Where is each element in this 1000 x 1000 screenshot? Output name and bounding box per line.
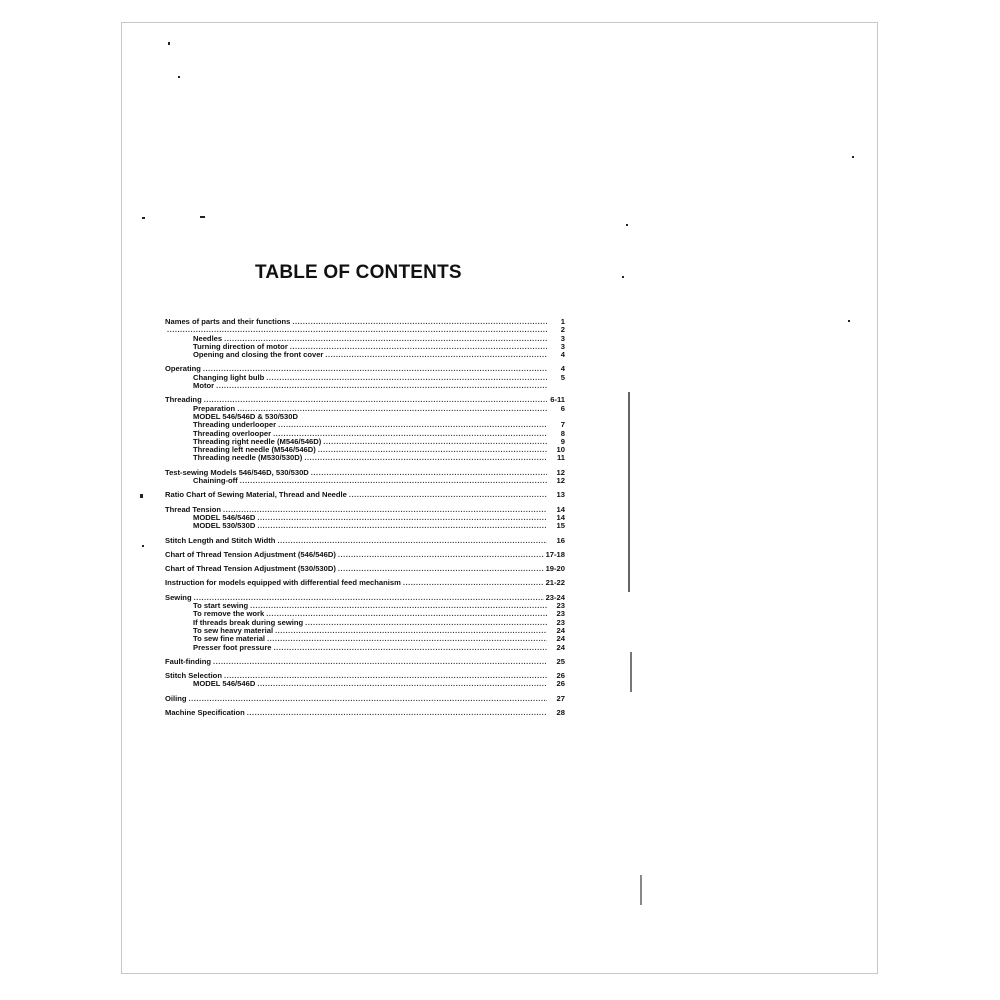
toc-entry-page: 24 bbox=[556, 634, 565, 644]
toc-entry-title: To start sewing bbox=[193, 601, 249, 611]
toc-entry-page: 26 bbox=[556, 671, 565, 681]
toc-entry bbox=[165, 522, 565, 530]
toc-leader-dots bbox=[257, 514, 547, 522]
scan-speck bbox=[626, 224, 628, 226]
toc-entry-title: Chart of Thread Tension Adjustment (546/546D) bbox=[165, 549, 336, 559]
toc-leader-dots bbox=[325, 351, 547, 359]
toc-leader-dots bbox=[277, 537, 547, 545]
toc-entry-page: 11 bbox=[556, 453, 565, 463]
toc-entry-title: Stitch Selection bbox=[165, 671, 222, 681]
toc-leader-dots bbox=[224, 672, 547, 680]
toc-entry-page: 7 bbox=[560, 420, 565, 430]
toc-entry-page: 6-11 bbox=[550, 395, 565, 405]
toc-entry-page: 23-24 bbox=[545, 592, 565, 602]
toc-entry-page: 15 bbox=[556, 521, 565, 531]
toc-entry-title: Opening and closing the front cover bbox=[193, 350, 324, 360]
toc-entry-page: 4 bbox=[560, 350, 565, 360]
toc-entry-title: If threads break during sewing bbox=[193, 617, 304, 627]
toc-entry bbox=[165, 491, 565, 499]
toc-entry-page: 12 bbox=[556, 467, 565, 477]
toc-leader-dots bbox=[274, 644, 547, 652]
toc-leader-dots bbox=[247, 709, 547, 717]
toc-entry-title: Threading right needle (M546/546D) bbox=[193, 436, 322, 446]
toc-entry-title: MODEL 546/546D bbox=[193, 512, 256, 522]
toc-entry-page: 1 bbox=[560, 317, 565, 326]
toc-entry-page: 23 bbox=[556, 617, 565, 627]
scan-speck bbox=[168, 42, 170, 45]
page-title: TABLE OF CONTENTS bbox=[255, 262, 462, 283]
toc-entry bbox=[165, 326, 565, 334]
toc-entry-title: To sew heavy material bbox=[193, 625, 274, 635]
toc-leader-dots bbox=[305, 619, 547, 627]
toc-entry bbox=[165, 382, 565, 390]
toc-leader-dots bbox=[223, 506, 547, 514]
toc-leader-dots bbox=[290, 343, 547, 351]
toc-entry-page: 19-20 bbox=[545, 564, 565, 574]
toc-leader-dots bbox=[257, 680, 547, 688]
table-of-contents bbox=[165, 318, 565, 717]
toc-entry-page: 24 bbox=[556, 625, 565, 635]
toc-entry-title: Threading needle (M530/530D) bbox=[193, 453, 303, 463]
toc-entry bbox=[165, 579, 565, 587]
toc-entry bbox=[165, 658, 565, 666]
toc-entry-title: Sewing bbox=[165, 592, 192, 602]
toc-entry bbox=[165, 565, 565, 573]
toc-leader-dots bbox=[338, 551, 544, 559]
toc-entry-page: 26 bbox=[556, 679, 565, 689]
toc-leader-dots bbox=[250, 602, 547, 610]
toc-entry-page: 28 bbox=[556, 707, 565, 717]
toc-entry-page: 3 bbox=[560, 333, 565, 343]
scan-speck bbox=[628, 392, 630, 592]
toc-entry-title: Presser foot pressure bbox=[193, 642, 272, 652]
toc-entry-title: Test-sewing Models 546/546D, 530/530D bbox=[165, 467, 309, 477]
toc-leader-dots bbox=[204, 396, 547, 404]
scan-speck bbox=[178, 76, 180, 78]
toc-entry bbox=[165, 537, 565, 545]
toc-leader-dots bbox=[240, 477, 547, 485]
toc-entry-title: Threading underlooper bbox=[193, 420, 277, 430]
toc-entry bbox=[165, 374, 565, 382]
toc-entry-page: 10 bbox=[556, 445, 565, 455]
toc-entry-title: Instruction for models equipped with differential feed mechanism bbox=[165, 578, 401, 588]
toc-entry-title: Fault-finding bbox=[165, 656, 211, 666]
toc-entry-title: Threading overlooper bbox=[193, 428, 272, 438]
toc-entry-title: Chart of Thread Tension Adjustment (530/530D) bbox=[165, 564, 336, 574]
toc-entry-title: Operating bbox=[165, 364, 201, 374]
toc-entry-title: Chaining-off bbox=[193, 476, 238, 486]
toc-leader-dots bbox=[167, 326, 547, 334]
toc-entry-title: MODEL 530/530D bbox=[193, 521, 256, 531]
toc-entry-page: 14 bbox=[556, 512, 565, 522]
scan-speck bbox=[630, 652, 632, 692]
toc-entry-page: 21-22 bbox=[545, 578, 565, 588]
toc-leader-dots bbox=[311, 469, 547, 477]
toc-entry-title: Machine Specification bbox=[165, 707, 245, 717]
toc-entry-page: 25 bbox=[556, 656, 565, 666]
toc-entry-title: Motor bbox=[193, 381, 215, 391]
toc-entry-page: 5 bbox=[560, 372, 565, 382]
toc-leader-dots bbox=[213, 658, 547, 666]
toc-entry-page: 23 bbox=[556, 609, 565, 619]
toc-entry-page: 16 bbox=[556, 535, 565, 545]
scan-speck bbox=[140, 494, 143, 498]
toc-entry-title: Ratio Chart of Sewing Material, Thread and Needle bbox=[165, 490, 347, 500]
toc-entry bbox=[165, 454, 565, 462]
toc-entry-page: 6 bbox=[560, 403, 565, 413]
toc-entry-page: 2 bbox=[560, 325, 565, 335]
toc-entry-title: Threading bbox=[165, 395, 202, 405]
toc-leader-dots bbox=[216, 382, 547, 390]
toc-entry-title: Thread Tension bbox=[165, 504, 221, 514]
toc-leader-dots bbox=[323, 438, 547, 446]
toc-entry bbox=[165, 680, 565, 688]
toc-entry bbox=[165, 695, 565, 703]
toc-leader-dots bbox=[266, 610, 547, 618]
toc-leader-dots bbox=[304, 454, 547, 462]
toc-entry-title: MODEL 546/546D & 530/530D bbox=[193, 411, 298, 421]
toc-entry-title: Turning direction of motor bbox=[193, 341, 288, 351]
toc-entry-title: To sew fine material bbox=[193, 634, 266, 644]
toc-leader-dots bbox=[338, 565, 544, 573]
toc-entry bbox=[165, 644, 565, 652]
toc-entry bbox=[165, 551, 565, 559]
toc-leader-dots bbox=[349, 491, 547, 499]
toc-leader-dots bbox=[318, 446, 547, 454]
toc-entry bbox=[165, 318, 565, 326]
toc-entry-title: Preparation bbox=[193, 403, 236, 413]
toc-entry-title: Oiling bbox=[165, 693, 187, 703]
scan-speck bbox=[200, 216, 205, 218]
toc-leader-dots bbox=[278, 421, 547, 429]
toc-entry-page: 3 bbox=[560, 341, 565, 351]
scan-speck bbox=[848, 320, 850, 322]
toc-entry-title: Names of parts and their functions bbox=[165, 317, 291, 326]
scan-speck bbox=[622, 276, 624, 278]
toc-entry-page: 13 bbox=[556, 490, 565, 500]
scan-speck bbox=[640, 875, 642, 905]
toc-entry bbox=[165, 709, 565, 717]
scan-speck bbox=[142, 545, 144, 547]
toc-entry-page: 12 bbox=[556, 476, 565, 486]
toc-entry-page: 9 bbox=[560, 436, 565, 446]
toc-leader-dots bbox=[267, 635, 547, 643]
toc-entry bbox=[165, 477, 565, 485]
toc-entry-title: Threading left needle (M546/546D) bbox=[193, 445, 316, 455]
toc-leader-dots bbox=[266, 374, 547, 382]
scan-speck bbox=[142, 217, 145, 219]
toc-leader-dots bbox=[275, 627, 547, 635]
toc-entry-page: 27 bbox=[556, 693, 565, 703]
toc-leader-dots bbox=[189, 695, 547, 703]
toc-entry-title: Stitch Length and Stitch Width bbox=[165, 535, 276, 545]
toc-entry-page: 23 bbox=[556, 601, 565, 611]
toc-leader-dots bbox=[257, 522, 547, 530]
toc-leader-dots bbox=[292, 318, 547, 326]
toc-entry bbox=[165, 351, 565, 359]
toc-entry-title: Needles bbox=[193, 333, 223, 343]
toc-entry-title: Changing light bulb bbox=[193, 372, 265, 382]
toc-entry-page: 17-18 bbox=[545, 549, 565, 559]
toc-entry-title: To remove the work bbox=[193, 609, 265, 619]
toc-entry-page: 4 bbox=[560, 364, 565, 374]
toc-entry-title: MODEL 546/546D bbox=[193, 679, 256, 689]
toc-entry-page: 14 bbox=[556, 504, 565, 514]
toc-entry-page: 24 bbox=[556, 642, 565, 652]
toc-leader-dots bbox=[403, 579, 544, 587]
scan-speck bbox=[852, 156, 854, 158]
toc-entry-page: 8 bbox=[560, 428, 565, 438]
